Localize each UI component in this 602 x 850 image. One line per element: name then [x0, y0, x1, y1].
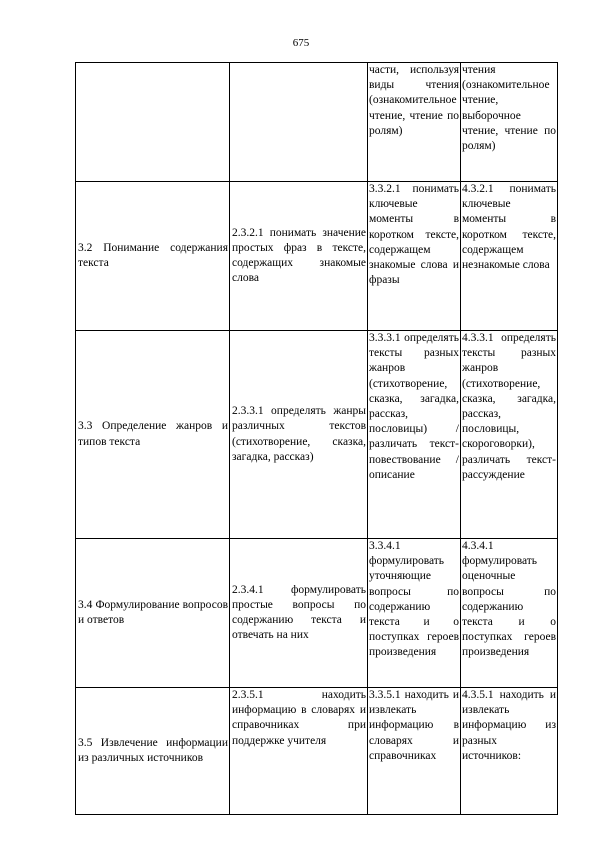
table-row — [76, 688, 558, 815]
grade2-objective-cell: 2.3.4.1 формулировать простые вопросы по содержанию текста и отвечать на них — [230, 539, 368, 688]
grade2-objective-cell — [230, 63, 368, 182]
grade3-objective-cell: 3.3.5.1 находить и извлекать информацию в словарях и справочниках — [368, 688, 461, 815]
topic-cell: 3.4 Формулирование вопросов и ответов — [76, 539, 230, 688]
grade3-objective-cell: 3.3.2.1 понимать ключевые моменты в коротком тексте, содержащем знакомые слова и фразы — [368, 182, 461, 331]
topic-cell: 3.2 Понимание содержания текста — [76, 182, 230, 331]
page-number: 675 — [292, 37, 310, 49]
topic-cell: 3.5 Извлечение информации из различных источников — [76, 688, 230, 815]
grade4-objective-cell: 4.3.4.1 формулировать оценочные вопросы по содержанию текста и о поступках героев произведения — [461, 539, 558, 688]
curriculum-table — [75, 62, 558, 815]
grade2-objective-cell: 2.3.3.1 определять жанры различных текстов (стихотворение, сказка, загадка, рассказ) — [230, 331, 368, 539]
grade2-objective-cell: 2.3.5.1 находить информацию в словарях и справочниках при поддержке учителя — [230, 688, 368, 815]
grade4-objective-cell: 4.3.5.1 находить и извлекать информацию из разных источников: — [461, 688, 558, 815]
grade4-objective-cell: 4.3.3.1 определять тексты разных жанров (стихотворение, сказка, загадка, рассказ, пословицы, скороговорки), различать текст-рассуждение — [461, 331, 558, 539]
grade3-objective-cell: 3.3.4.1 формулировать уточняющие вопросы по содержанию текста и о поступках героев произведения — [368, 539, 461, 688]
table-row — [76, 539, 558, 688]
table-row — [76, 331, 558, 539]
topic-cell — [76, 63, 230, 182]
table-row — [76, 63, 558, 182]
table-row — [76, 182, 558, 331]
grade4-objective-cell: 4.3.2.1 понимать ключевые моменты в коротком тексте, содержащем незнакомые слова — [461, 182, 558, 331]
grade3-objective-cell: части, используя виды чтения (ознакомительное чтение, чтение по ролям) — [368, 63, 461, 182]
grade2-objective-cell: 2.3.2.1 понимать значение простых фраз в тексте, содержащих знакомые слова — [230, 182, 368, 331]
grade4-objective-cell: чтения (ознакомительное чтение, выборочное чтение, чтение по ролям) — [461, 63, 558, 182]
topic-cell: 3.3 Определение жанров и типов текста — [76, 331, 230, 539]
grade3-objective-cell: 3.3.3.1 определять тексты разных жанров (стихотворение, сказка, загадка, рассказ, пословицы) / различать текст-повествование / описание — [368, 331, 461, 539]
